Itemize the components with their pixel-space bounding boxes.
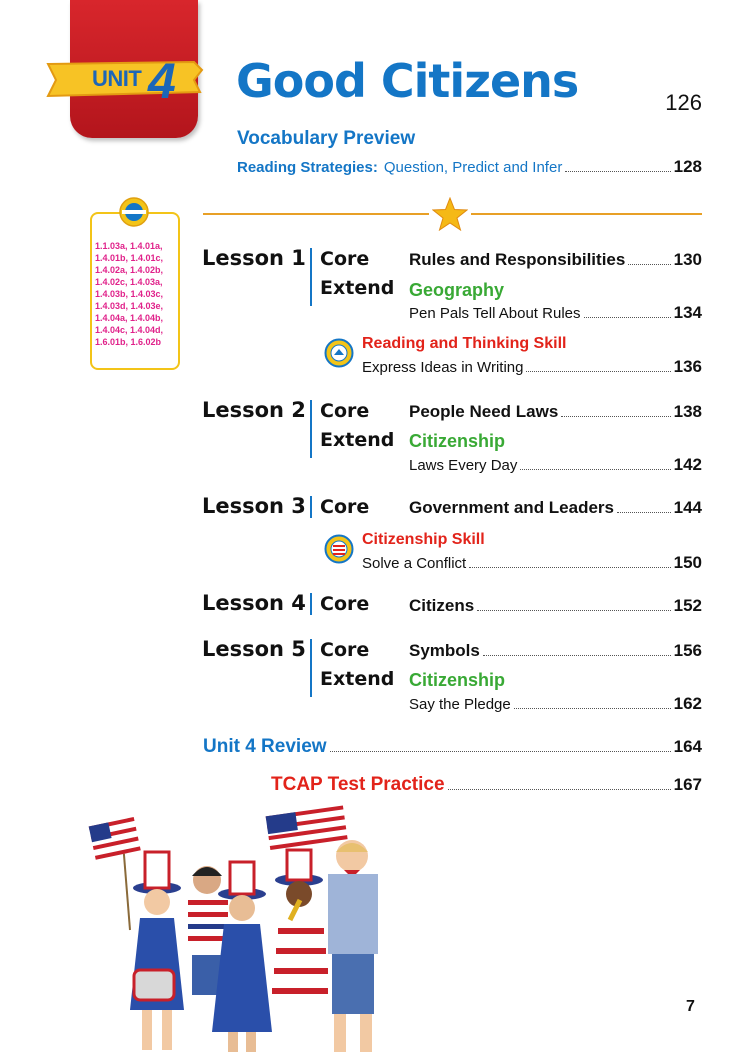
lesson-5-core-page: 156	[673, 641, 702, 660]
lesson-2-core-row[interactable]	[409, 402, 702, 422]
lesson-3-skill-title: Citizenship Skill	[362, 531, 485, 548]
vocabulary-preview-link[interactable]: Vocabulary Preview	[237, 128, 416, 149]
lesson-2-core-title: People Need Laws	[409, 402, 559, 421]
lesson-1-extend-topic: Geography	[409, 280, 505, 300]
citizenship-skill-icon	[324, 534, 354, 564]
lesson-5-extend-page: 162	[673, 694, 702, 713]
unit-label: UNIT	[92, 66, 142, 91]
lesson-5-extend-row[interactable]	[409, 694, 702, 714]
lesson-1-label: Lesson 1	[202, 246, 306, 270]
standard-line: 1.6.01b, 1.6.02b	[95, 337, 162, 347]
lesson-5-divider	[310, 639, 312, 697]
lesson-1-extend-row[interactable]	[409, 303, 702, 323]
reading-skill-icon	[324, 338, 354, 368]
lesson-3-label: Lesson 3	[202, 494, 306, 518]
lesson-1-skill-name: Express Ideas in Writing	[362, 359, 524, 376]
leader-dots	[526, 371, 670, 372]
lesson-3-core-label: Core	[320, 496, 370, 518]
lesson-2-extend-page: 142	[673, 455, 702, 474]
divider-line-left	[203, 213, 429, 215]
standard-line: 1.4.03b, 1.4.03c,	[95, 289, 164, 299]
lesson-5-extend-label: Extend	[320, 668, 395, 690]
star-icon	[432, 197, 468, 231]
lesson-5-label: Lesson 5	[202, 637, 306, 661]
leader-dots	[483, 655, 671, 656]
lesson-5-core-title: Symbols	[409, 641, 480, 660]
lesson-4-label: Lesson 4	[202, 591, 306, 615]
lesson-3-core-page: 144	[673, 498, 702, 517]
lesson-2-core-page: 138	[673, 402, 702, 421]
lesson-2-extend-label: Extend	[320, 429, 395, 451]
lesson-4-core-page: 152	[673, 596, 702, 615]
divider-line-right	[471, 213, 702, 215]
standard-line: 1.4.01b, 1.4.01c,	[95, 253, 164, 263]
leader-dots	[617, 512, 671, 513]
lesson-1-extend-title: Pen Pals Tell About Rules	[409, 305, 581, 322]
tcap-practice-label: TCAP Test Practice	[271, 774, 445, 795]
leader-dots	[469, 567, 670, 568]
lesson-3-divider	[310, 496, 312, 518]
lesson-5-extend-topic: Citizenship	[409, 670, 506, 690]
standard-line: 1.1.03a, 1.4.01a,	[95, 241, 163, 251]
lesson-1-core-page: 130	[673, 250, 702, 269]
leader-dots	[477, 610, 670, 611]
lesson-2-label: Lesson 2	[202, 398, 306, 422]
leader-dots	[565, 171, 670, 172]
lesson-1-core-row[interactable]	[409, 250, 702, 270]
tcap-practice-page: 167	[673, 775, 702, 794]
standards-list	[95, 240, 175, 348]
leader-dots	[448, 789, 671, 790]
standard-line: 1.4.04a, 1.4.04b,	[95, 313, 164, 323]
compass-badge-icon	[118, 196, 150, 228]
lesson-5-core-label: Core	[320, 639, 370, 661]
page-number: 7	[686, 998, 695, 1015]
standard-line: 1.4.02a, 1.4.02b,	[95, 265, 164, 275]
strategies-label: Reading Strategies:	[237, 159, 378, 176]
lesson-1-extend-page: 134	[673, 303, 702, 322]
lesson-4-core-label: Core	[320, 593, 370, 615]
tcap-practice-row[interactable]	[271, 774, 702, 796]
lesson-5-core-row[interactable]	[409, 641, 702, 661]
standard-line: 1.4.02c, 1.4.03a,	[95, 277, 163, 287]
lesson-4-core-row[interactable]	[409, 596, 702, 616]
unit-review-row[interactable]	[203, 736, 702, 758]
lesson-2-extend-title: Laws Every Day	[409, 457, 518, 474]
leader-dots	[561, 416, 670, 417]
leader-dots	[520, 469, 670, 470]
lesson-1-skill-row[interactable]	[362, 357, 702, 377]
lesson-2-extend-topic: Citizenship	[409, 431, 506, 451]
leader-dots	[330, 751, 671, 752]
lesson-1-extend-label: Extend	[320, 277, 395, 299]
lesson-3-skill-name: Solve a Conflict	[362, 555, 467, 572]
lesson-1-core-title: Rules and Responsibilities	[409, 250, 626, 269]
standard-line: 1.4.04c, 1.4.04d,	[95, 325, 164, 335]
lesson-1-skill-page: 136	[673, 357, 702, 376]
lesson-3-skill-page: 150	[673, 553, 702, 572]
unit-number: 4	[148, 53, 176, 109]
children-parade-photo	[82, 800, 412, 1052]
lesson-1-core-label: Core	[320, 248, 370, 270]
lesson-5-extend-title: Say the Pledge	[409, 696, 511, 713]
unit-review-label: Unit 4 Review	[203, 736, 327, 757]
lesson-1-divider	[310, 248, 312, 306]
lesson-3-core-row[interactable]	[409, 498, 702, 518]
american-flag-icon	[89, 817, 141, 860]
lesson-4-divider	[310, 593, 312, 615]
standard-line: 1.4.03d, 1.4.03e,	[95, 301, 164, 311]
lesson-2-core-label: Core	[320, 400, 370, 422]
strategies-text: Question, Predict and Infer	[383, 159, 563, 176]
lesson-2-extend-row[interactable]	[409, 455, 702, 475]
unit-review-page: 164	[673, 737, 702, 756]
leader-dots	[584, 317, 671, 318]
lesson-3-core-title: Government and Leaders	[409, 498, 615, 517]
reading-strategies-row[interactable]	[237, 157, 702, 177]
lesson-3-skill-row[interactable]	[362, 553, 702, 573]
leader-dots	[514, 708, 671, 709]
lesson-2-divider	[310, 400, 312, 458]
strategies-page: 128	[673, 157, 702, 176]
leader-dots	[628, 264, 670, 265]
title-page-number[interactable]: 126	[665, 90, 702, 115]
lesson-1-skill-title: Reading and Thinking Skill	[362, 335, 567, 352]
page-title: Good Citizens	[236, 54, 579, 108]
lesson-4-core-title: Citizens	[409, 596, 475, 615]
